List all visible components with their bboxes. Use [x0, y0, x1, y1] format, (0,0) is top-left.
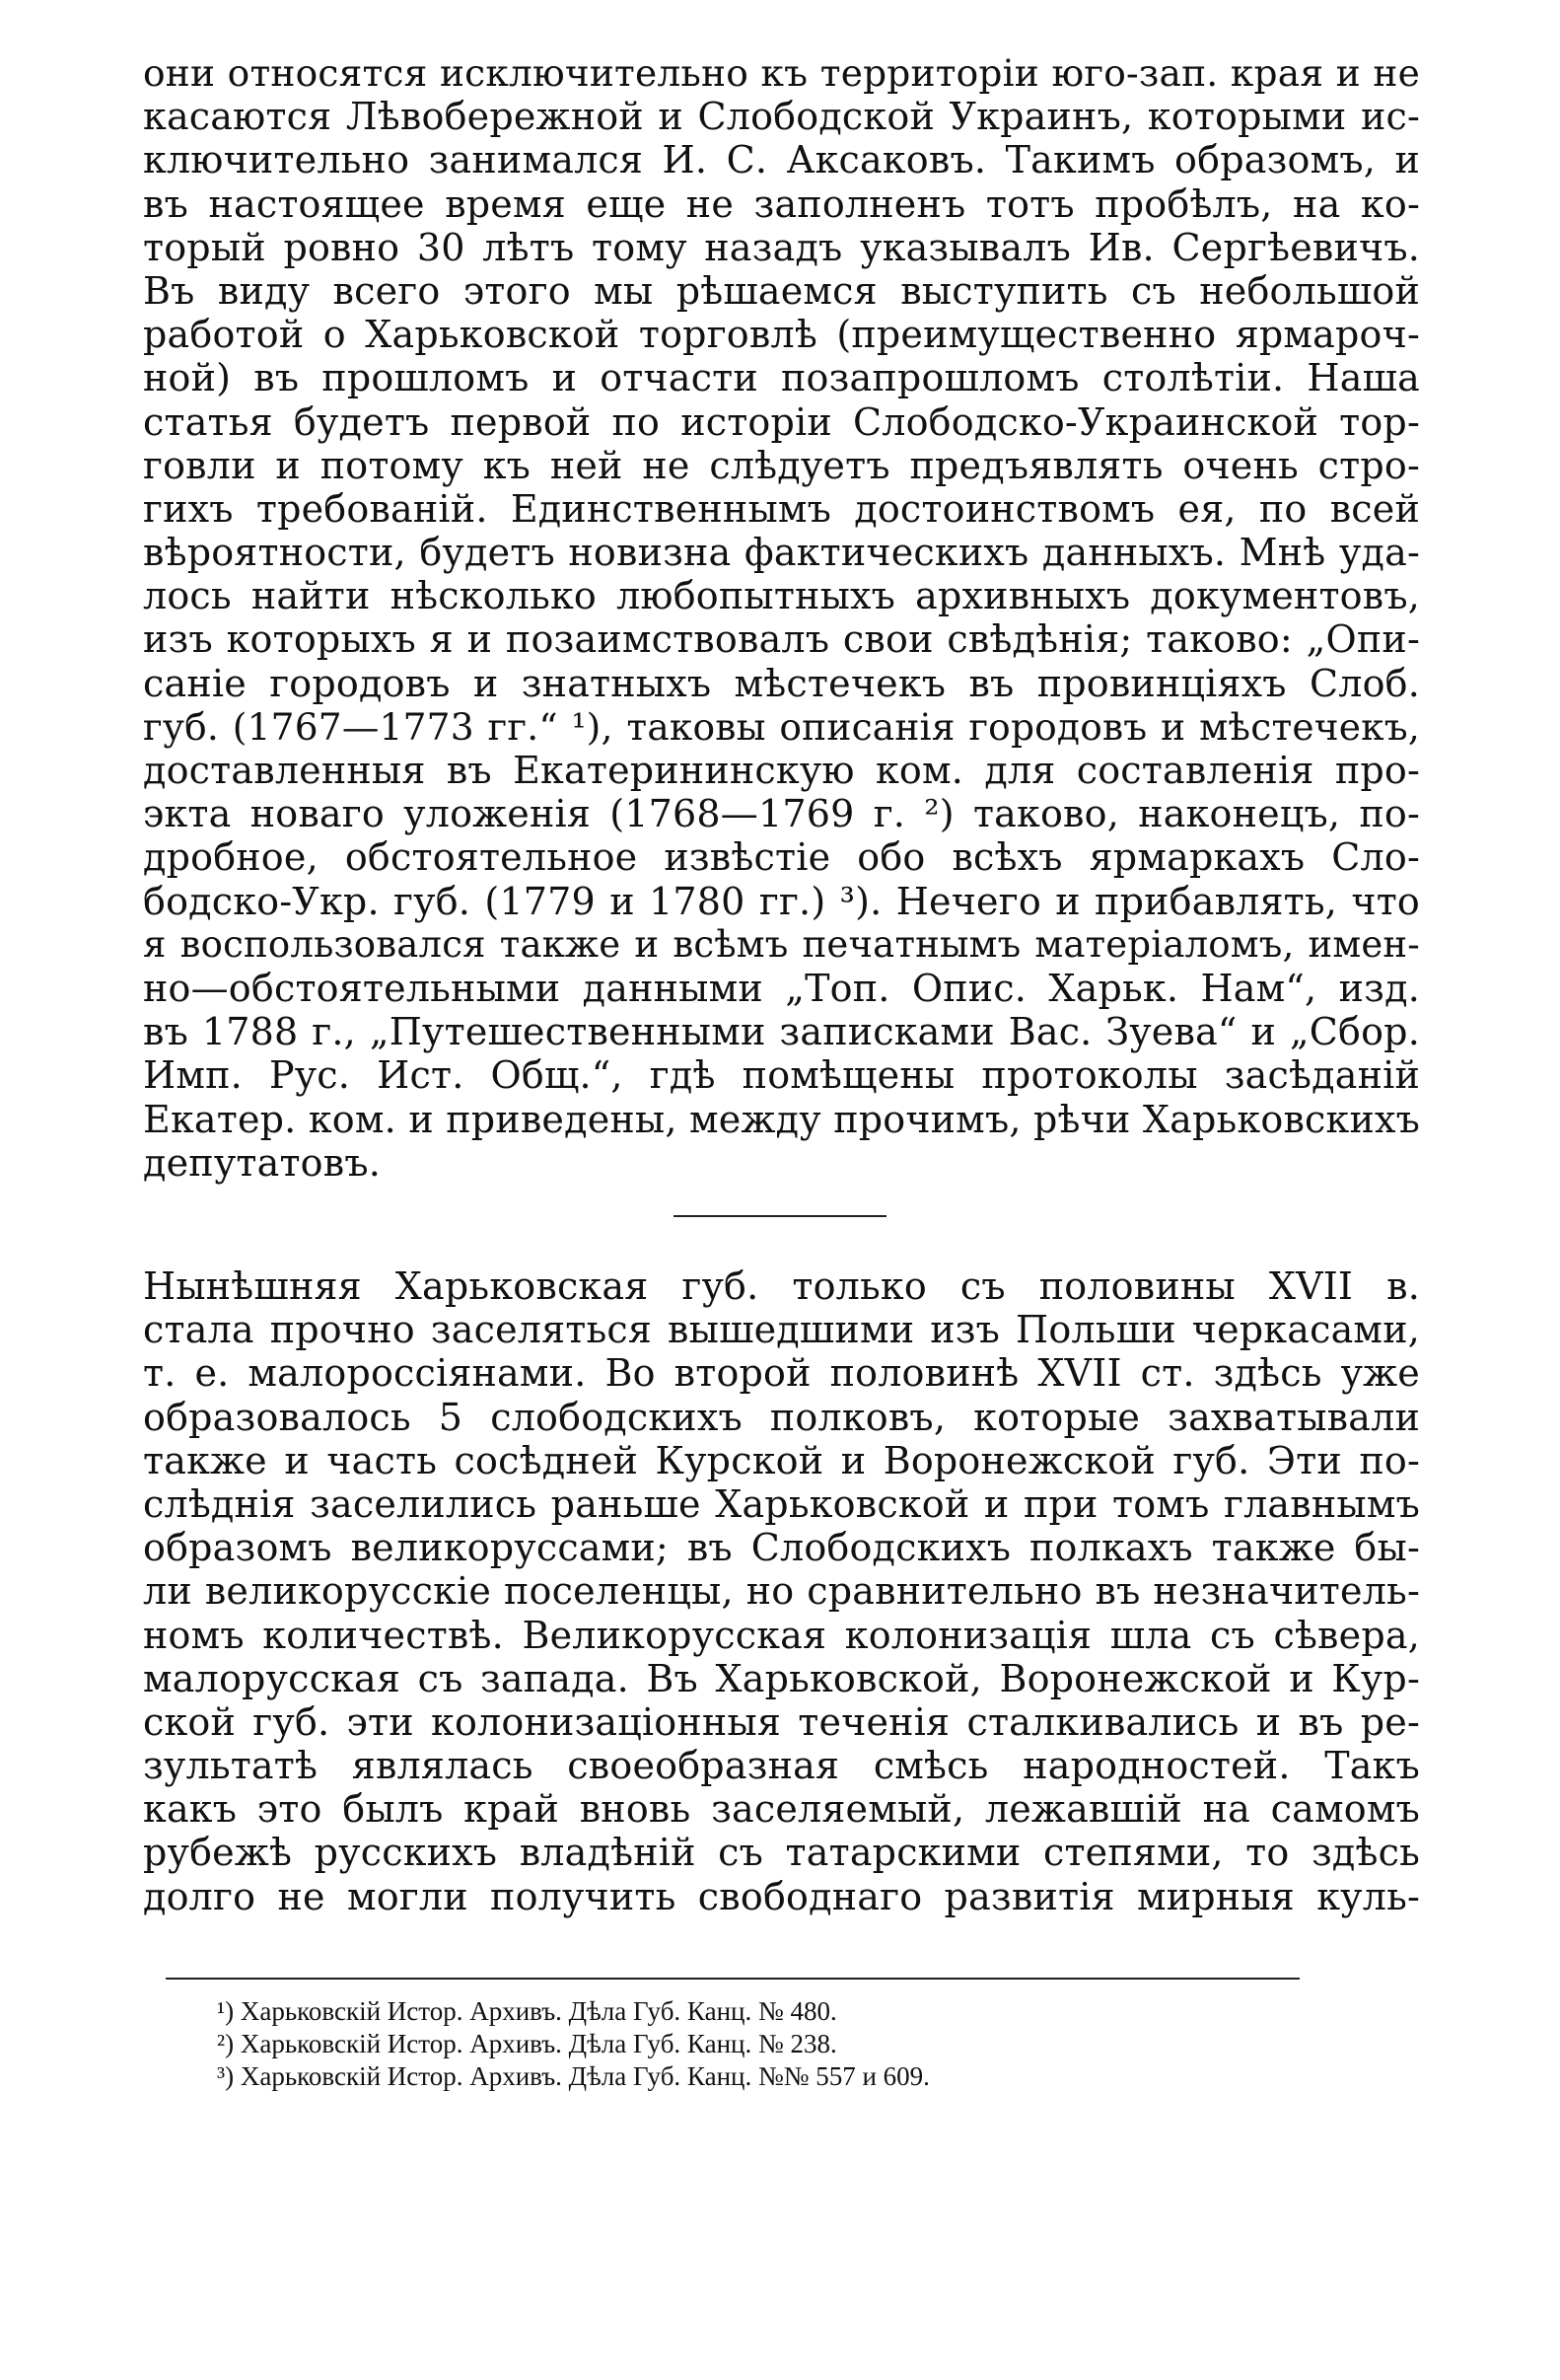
text-line: депутатовъ.	[143, 1140, 381, 1185]
text-line: Нынѣшняя Харьковская губ. только съ половины XVII в.	[143, 1264, 1420, 1308]
text-line: бодско-Укр. губ. (1779 и 1780 гг.) ³). Нечего и прибавлять, что	[143, 879, 1420, 923]
text-line: долго не могли получить свободнаго развитія мирныя куль-	[143, 1874, 1420, 1918]
text-line: стала прочно заселяться вышедшими изъ Польши черкасами,	[143, 1308, 1420, 1352]
text-line: дробное, обстоятельное извѣстіе обо всѣхъ ярмаркахъ Сло-	[143, 835, 1420, 880]
paragraph-1	[143, 51, 1420, 1185]
text-line: ключительно занимался И. С. Аксаковъ. Такимъ образомъ, и	[143, 138, 1420, 182]
text-line: ной) въ прошломъ и отчасти позапрошломъ столѣтіи. Наша	[143, 356, 1420, 400]
text-line: изъ которыхъ я и позаимствовалъ свои свѣдѣнія; таково: „Опи-	[143, 617, 1420, 662]
text-line: т. е. малороссіянами. Во второй половинѣ XVII ст. здѣсь уже	[143, 1351, 1420, 1396]
text-line: въ 1788 г., „Путешественными записками Вас. Зуева“ и „Сбор.	[143, 1010, 1420, 1054]
text-line: ской губ. эти колонизаціонныя теченія сталкивались и въ ре-	[143, 1699, 1420, 1744]
text-line: статья будетъ первой по исторіи Слободско-Украинской тор-	[143, 399, 1420, 444]
text-line: касаются Лѣвобережной и Слободской Украинъ, которыми ис-	[143, 95, 1420, 139]
text-line: они относятся исключительно къ территоріи юго-зап. края и не	[143, 51, 1420, 95]
text-line: образомъ великоруссами; въ Слободскихъ полкахъ также бы-	[143, 1526, 1420, 1570]
text-line: какъ это былъ край вновь заселяемый, лежавшій на самомъ	[143, 1787, 1420, 1832]
text-line: слѣднія заселились раньше Харьковской и при томъ главнымъ	[143, 1481, 1420, 1526]
text-line: но—обстоятельными данными „Топ. Опис. Харьк. Нам“, изд.	[143, 966, 1420, 1010]
text-line: лось найти нѣсколько любопытныхъ архивныхъ документовъ,	[143, 574, 1420, 618]
text-line: ли великорусскіе поселенцы, но сравнительно въ незначитель-	[143, 1569, 1420, 1614]
text-line: въ настоящее время еще не заполненъ тотъ пробѣлъ, на ко-	[143, 181, 1420, 226]
text-line: также и часть сосѣдней Курской и Воронежской губ. Эти по-	[143, 1438, 1420, 1482]
text-line: номъ количествѣ. Великорусская колонизація шла съ сѣвера,	[143, 1613, 1420, 1657]
text-line: экта новаго уложенія (1768—1769 г. ²) таково, наконецъ, по-	[143, 792, 1420, 836]
section-divider	[674, 1215, 886, 1217]
text-line: саніе городовъ и знатныхъ мѣстечекъ въ провинціяхъ Слоб.	[143, 661, 1420, 705]
text-line: образовалось 5 слободскихъ полковъ, которые захватывали	[143, 1395, 1420, 1439]
text-line: гихъ требованій. Единственнымъ достоинствомъ ея, по всей	[143, 486, 1420, 531]
paragraph-2	[143, 1264, 1420, 1918]
text-line: Екатер. ком. и приведены, между прочимъ, рѣчи Харьковскихъ	[143, 1097, 1420, 1141]
text-line: работой о Харьковской торговлѣ (преимущественно ярмароч-	[143, 313, 1420, 357]
text-line: вѣроятности, будетъ новизна фактическихъ данныхъ. Мнѣ уда-	[143, 531, 1420, 575]
text-line: говли и потому къ ней не слѣдуетъ предъявлять очень стро-	[143, 443, 1420, 487]
text-line: я воспользовался также и всѣмъ печатнымъ матеріаломъ, имен-	[143, 922, 1420, 966]
footnotes	[166, 1978, 1300, 2093]
text-line: зультатѣ являлась своеобразная смѣсь народностей. Такъ	[143, 1744, 1420, 1788]
footnote: ¹) Харьковскій Истор. Архивъ. Дѣла Губ. Канц. № 480.	[217, 1996, 837, 2026]
text-line: Въ виду всего этого мы рѣшаемся выступить съ небольшой	[143, 268, 1420, 313]
footnote: ³) Харьковскій Истор. Архивъ. Дѣла Губ. Канц. №№ 557 и 609.	[217, 2061, 930, 2091]
text-line: губ. (1767—1773 гг.“ ¹), таковы описанія городовъ и мѣстечекъ,	[143, 704, 1420, 749]
footnote: ²) Харьковскій Истор. Архивъ. Дѣла Губ. Канц. № 238.	[217, 2029, 837, 2058]
text-line: Имп. Рус. Ист. Общ.“, гдѣ помѣщены протоколы засѣданій	[143, 1053, 1420, 1098]
text-line: доставленныя въ Екатерининскую ком. для составленія про-	[143, 749, 1420, 792]
text-line: малорусская съ запада. Въ Харьковской, Воронежской и Кур-	[143, 1656, 1420, 1700]
text-line: торый ровно 30 лѣтъ тому назадъ указывалъ Ив. Сергѣевичъ.	[143, 225, 1420, 269]
text-line: рубежѣ русскихъ владѣній съ татарскими степями, то здѣсь	[143, 1831, 1420, 1875]
